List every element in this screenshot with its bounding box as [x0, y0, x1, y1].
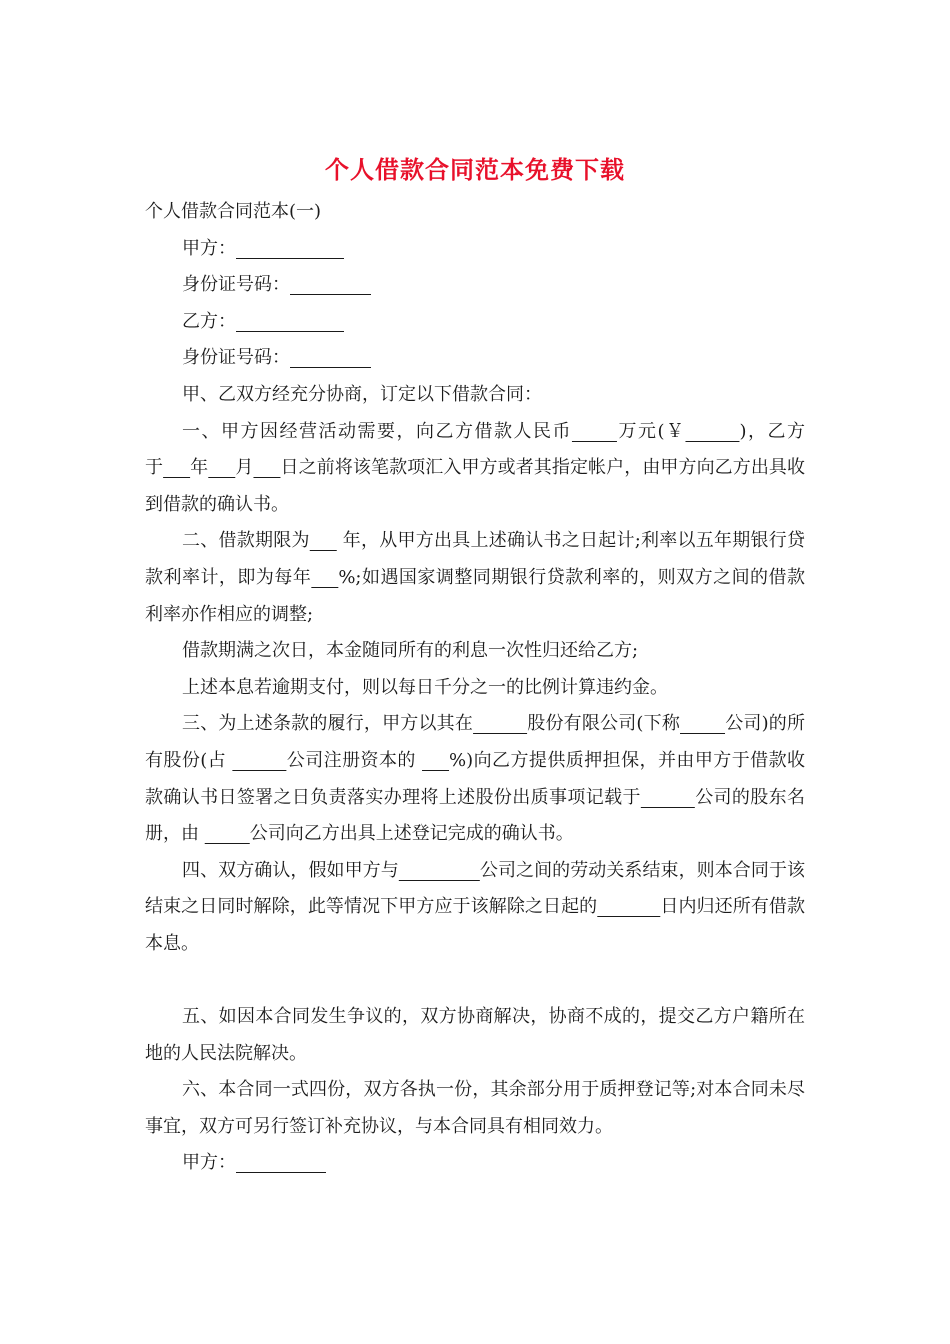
fill-in-blank: [208, 457, 235, 478]
fill-in-blank: [310, 530, 337, 551]
fill-in-blank: [473, 713, 527, 734]
contract-paragraph: 五、如因本合同发生争议的，双方协商解决，协商不成的，提交乙方户籍所在地的人民法院解决。: [145, 1006, 805, 1064]
contract-paragraph: 借款期满之次日，本金随同所有的利息一次性归还给乙方;: [182, 640, 639, 662]
fill-in-blank: [311, 567, 338, 588]
contract-paragraph: 一、甲方因经营活动需要，向乙方借款人民币 万元(￥ )，乙方于 年 月 日之前将该笔款项汇入甲方或者其指定帐户，由甲方向乙方出具收到借款的确认书。: [145, 420, 806, 515]
fill-in-blank: [680, 713, 725, 734]
fill-in-blank: [422, 750, 449, 771]
fill-in-blank: [685, 421, 739, 442]
fill-in-blank: [232, 750, 286, 771]
document-body: [145, 194, 805, 1182]
fill-in-blank: [597, 896, 660, 917]
fill-in-blank: [290, 274, 371, 295]
contract-paragraph: 三、为上述条款的履行，甲方以其在 股份有限公司(下称 公司)的所有股份(占 公司注册资本的 %)向乙方提供质押担保，并由甲方于借款收款确认书日签署之日负责落实办理将上述股份出质事项记载于 公司的股东名册，由 公司向乙方出具上述登记完成的确认书。: [145, 713, 806, 845]
contract-paragraph: 身份证号码：: [145, 340, 805, 377]
fill-in-blank: [236, 311, 344, 332]
contract-paragraph: 身份证号码：: [145, 267, 805, 304]
contract-paragraph: 四、双方确认，假如甲方与 公司之间的劳动关系结束，则本合同于该结束之日同时解除，此等情况下甲方应于该解除之日起的 日内归还所有借款本息。: [145, 859, 806, 954]
contract-paragraph: 二、借款期限为 年，从甲方出具上述确认书之日起计;利率以五年期银行贷款利率计，即为每年 %;如遇国家调整同期银行贷款利率的，则双方之间的借款利率亦作相应的调整;: [145, 530, 806, 625]
contract-paragraph: 甲方：: [145, 1145, 805, 1182]
fill-in-blank: [253, 457, 280, 478]
fill-in-blank: [399, 860, 480, 881]
fill-in-blank: [236, 1152, 326, 1173]
document-title: 个人借款合同范本免费下载: [325, 155, 625, 184]
contract-paragraph: 上述本息若逾期支付，则以每日千分之一的比例计算违约金。: [182, 676, 668, 698]
fill-in-blank: [641, 787, 695, 808]
blank-line: [145, 962, 805, 999]
fill-in-blank: [290, 347, 371, 368]
fill-in-blank: [236, 238, 344, 259]
contract-paragraph: 个人借款合同范本(一): [145, 201, 322, 222]
contract-paragraph: 甲、乙双方经充分协商，订定以下借款合同：: [182, 383, 542, 405]
fill-in-blank: [163, 457, 190, 478]
fill-in-blank: [572, 421, 617, 442]
fill-in-blank: [205, 823, 250, 844]
contract-paragraph: 乙方：: [145, 304, 805, 341]
contract-paragraph: 六、本合同一式四份，双方各执一份，其余部分用于质押登记等;对本合同未尽事宜，双方可另行签订补充协议，与本合同具有相同效力。: [145, 1079, 805, 1137]
contract-paragraph: 甲方：: [145, 231, 805, 268]
